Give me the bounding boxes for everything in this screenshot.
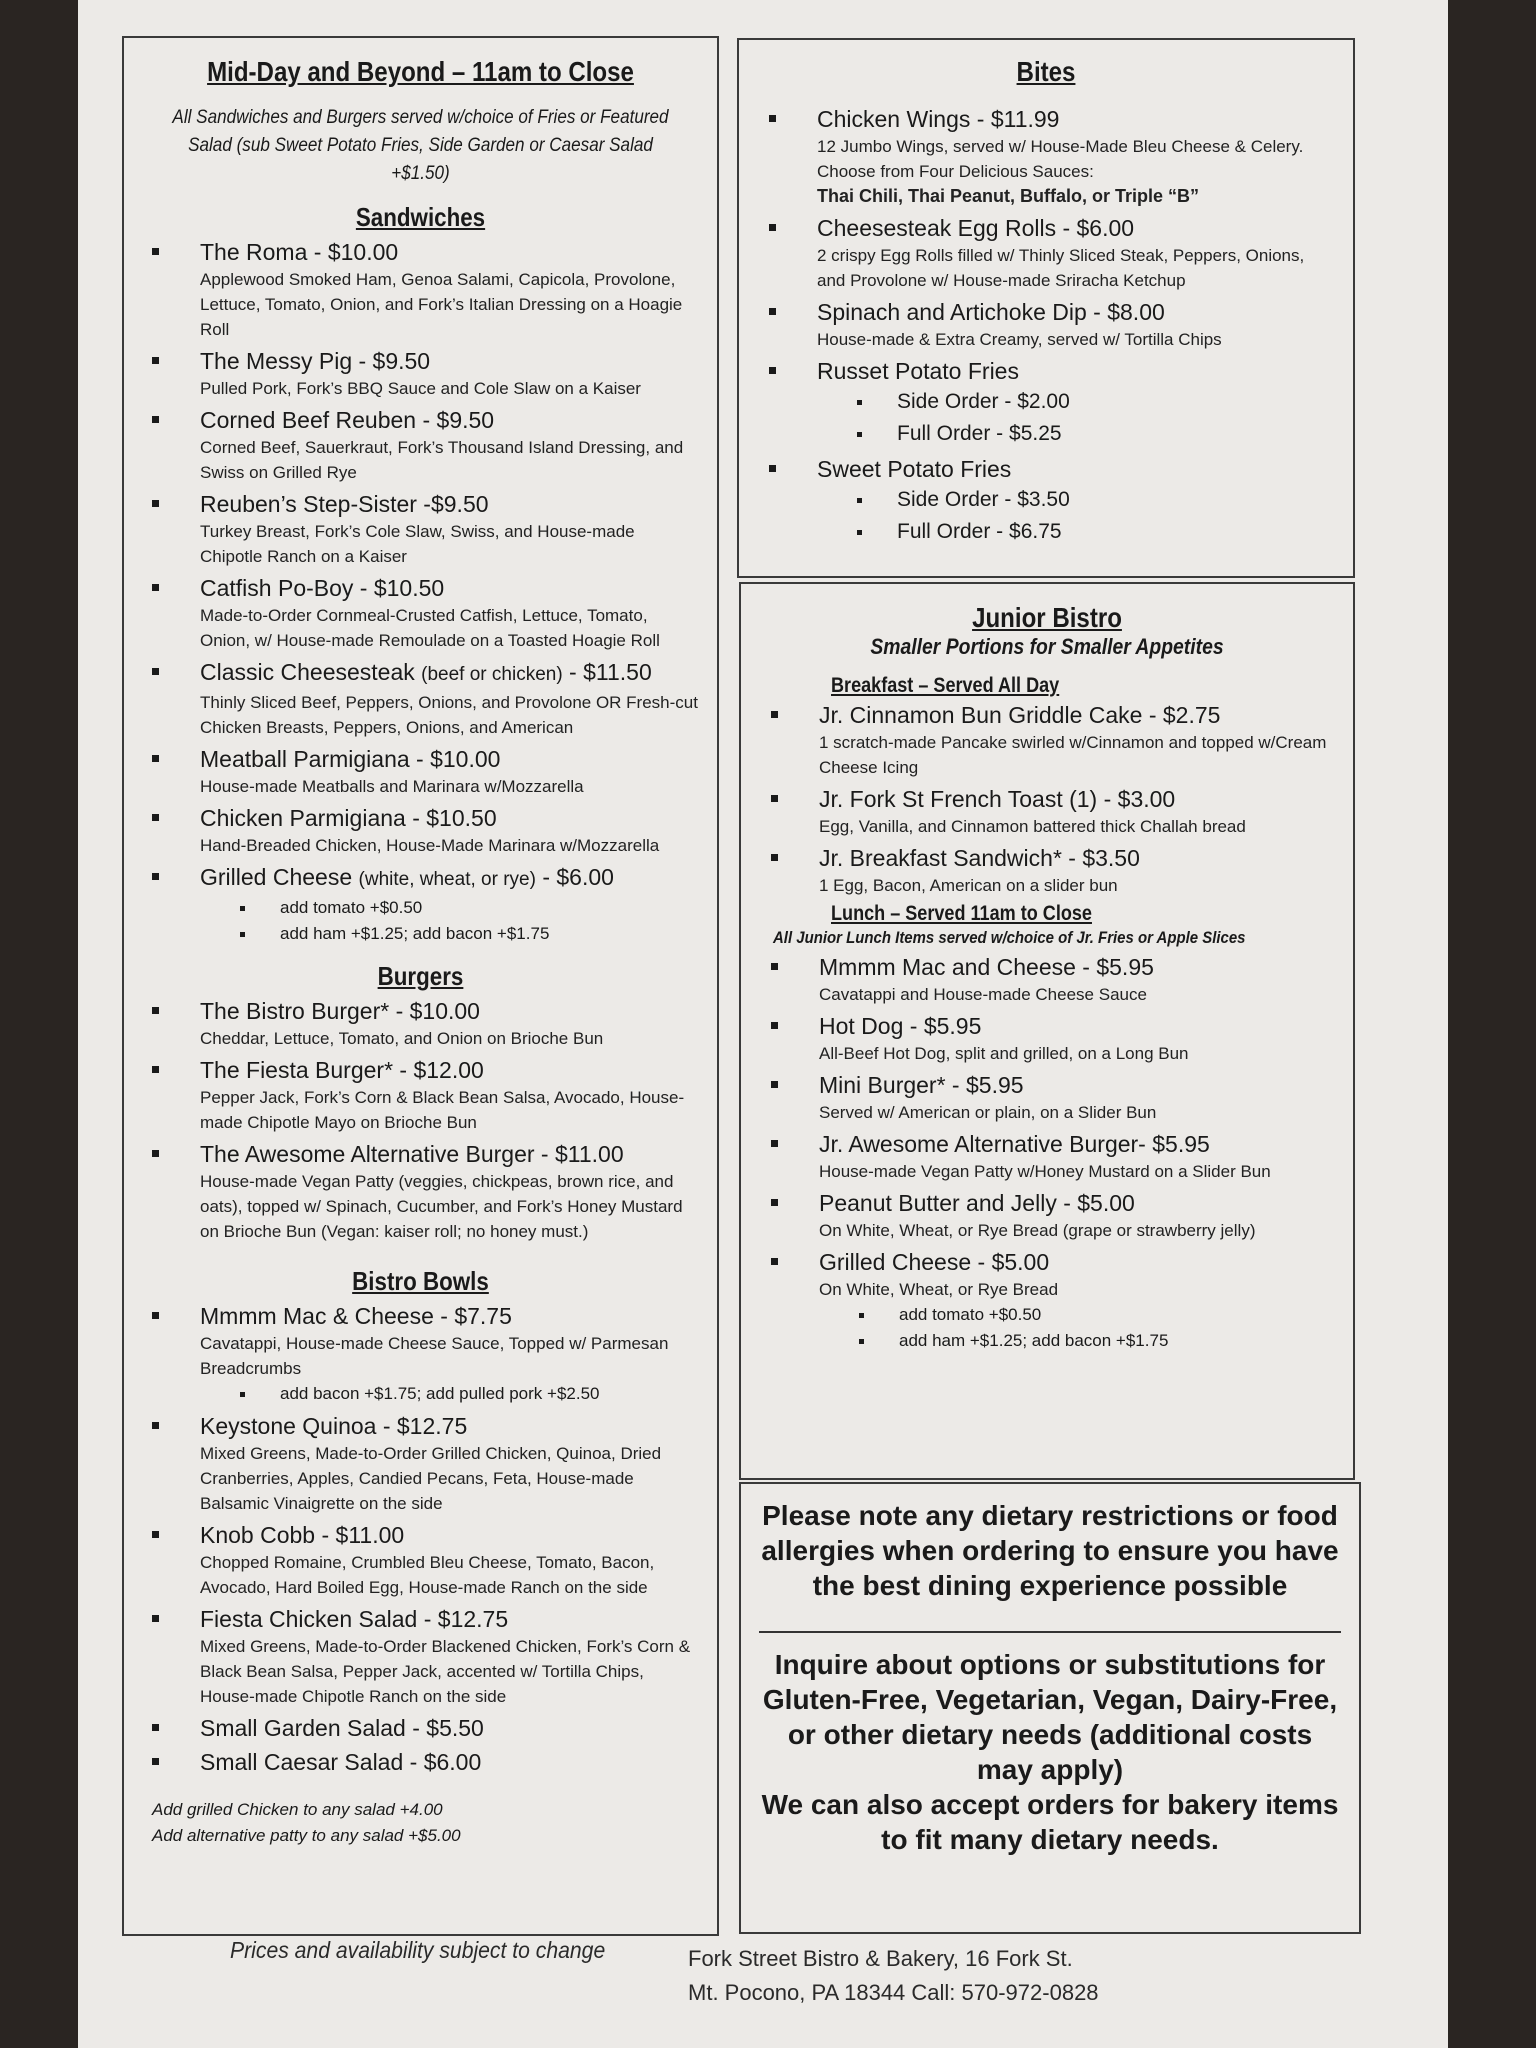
menu-item	[142, 1747, 699, 1777]
menu-item	[142, 346, 699, 401]
item-name: The Roma - $10.00	[200, 239, 399, 265]
item-name-main: Grilled Cheese	[200, 864, 353, 890]
item-desc: Chopped Romaine, Crumbled Bleu Cheese, Tomato, Bacon, Avocado, Hard Boiled Egg, House-made Ranch on the side	[200, 1553, 655, 1597]
item-name: The Messy Pig - $9.50	[200, 348, 431, 374]
menu-item	[761, 784, 1333, 839]
menu-item	[142, 489, 699, 569]
bowl-list	[142, 1301, 699, 1777]
menu-item	[142, 405, 699, 485]
addon-list	[200, 895, 699, 947]
menu-item	[142, 744, 699, 799]
item-name: Jr. Awesome Alternative Burger- $5.95	[819, 1131, 1210, 1157]
menu-item	[142, 862, 699, 947]
bites-list	[759, 104, 1333, 548]
item-name: Keystone Quinoa - $12.75	[200, 1413, 468, 1439]
menu-item	[142, 1604, 699, 1709]
addon-item: add tomato +$0.50	[899, 1302, 1333, 1328]
addon-item: add ham +$1.25; add bacon +$1.75	[280, 921, 699, 947]
item-name: Mmmm Mac & Cheese - $7.75	[200, 1303, 512, 1329]
item-price: - $11.50	[562, 659, 652, 685]
item-desc: Pulled Pork, Fork’s BBQ Sauce and Cole Slaw on a Kaiser	[200, 379, 641, 398]
item-desc: Cavatappi and House-made Cheese Sauce	[819, 985, 1147, 1004]
addon-list	[200, 1381, 699, 1407]
addon-item: add bacon +$1.75; add pulled pork +$2.50	[280, 1381, 699, 1407]
menu-item	[142, 996, 699, 1051]
item-desc: Pepper Jack, Fork’s Corn & Black Bean Salsa, Avocado, House-made Chipotle Mayo on Brioche Bun	[200, 1088, 685, 1132]
item-desc: 1 scratch-made Pancake swirled w/Cinnamon and topped w/Cream Cheese Icing	[819, 733, 1327, 777]
item-name: The Awesome Alternative Burger - $11.00	[200, 1141, 624, 1167]
breakfast-heading: Breakfast – Served All Day	[831, 674, 1060, 697]
menu-item	[142, 1055, 699, 1135]
item-desc: Cheddar, Lettuce, Tomato, and Onion on Brioche Bun	[200, 1029, 604, 1048]
item-desc: 2 crispy Egg Rolls filled w/ Thinly Sliced Steak, Peppers, Onions, and Provolone w/ House-made Sriracha Ketchup	[817, 246, 1305, 290]
price-disclaimer: Prices and availability subject to change	[230, 1937, 606, 1963]
menu-item	[759, 356, 1333, 450]
breakfast-list	[761, 700, 1333, 898]
size-option: Full Order - $6.75	[897, 516, 1333, 548]
item-desc: House-made & Extra Creamy, served w/ Tortilla Chips	[817, 330, 1222, 349]
dietary-notice	[739, 1482, 1361, 1934]
item-name: Small Garden Salad - $5.50	[200, 1715, 484, 1741]
bites-title: Bites	[1016, 56, 1076, 87]
menu-item	[142, 1301, 699, 1407]
junior-subtitle: Smaller Portions for Smaller Appetites	[870, 634, 1224, 659]
menu-item	[761, 1011, 1333, 1066]
menu-item	[761, 700, 1333, 780]
item-desc: House-made Vegan Patty w/Honey Mustard on a Slider Bun	[819, 1162, 1271, 1181]
salad-notes	[142, 1797, 699, 1849]
address-line: Fork Street Bistro & Bakery, 16 Fork St.	[688, 1946, 1073, 1971]
item-desc: Egg, Vanilla, and Cinnamon battered thick Challah bread	[819, 817, 1246, 836]
midday-section	[122, 36, 719, 1936]
size-list	[817, 484, 1333, 548]
restaurant-contact	[688, 1942, 1099, 2010]
item-desc: Mixed Greens, Made-to-Order Grilled Chicken, Quinoa, Dried Cranberries, Apples, Candied Pecans, Feta, House-made Balsamic Vinaigrette on the side	[200, 1444, 662, 1513]
menu-item	[759, 213, 1333, 293]
item-desc: All-Beef Hot Dog, split and grilled, on a Long Bun	[819, 1044, 1189, 1063]
item-desc: Corned Beef, Sauerkraut, Fork’s Thousand Island Dressing, and Swiss on Grilled Rye	[200, 438, 684, 482]
item-desc: Mixed Greens, Made-to-Order Blackened Chicken, Fork’s Corn & Black Bean Salsa, Pepper Jack, accented w/ Tortilla Chips, House-made Chipotle Ranch on the side	[200, 1637, 691, 1706]
junior-section	[739, 582, 1355, 1480]
item-desc: Applewood Smoked Ham, Genoa Salami, Capicola, Provolone, Lettuce, Tomato, Onion, and Fork’s Italian Dressing on a Hoagie Roll	[200, 270, 683, 339]
size-option: Full Order - $5.25	[897, 418, 1333, 450]
item-name: Russet Potato Fries	[817, 358, 1019, 384]
menu-item	[761, 1188, 1333, 1243]
item-name: Cheesesteak Egg Rolls - $6.00	[817, 215, 1135, 241]
menu-item	[759, 297, 1333, 352]
size-option: Side Order - $2.00	[897, 386, 1333, 418]
item-name: Spinach and Artichoke Dip - $8.00	[817, 299, 1165, 325]
size-option: Side Order - $3.50	[897, 484, 1333, 516]
midday-title: Mid-Day and Beyond – 11am to Close	[207, 56, 634, 87]
item-name: Meatball Parmigiana - $10.00	[200, 746, 501, 772]
item-name: Small Caesar Salad - $6.00	[200, 1749, 482, 1775]
item-name: Reuben’s Step-Sister -$9.50	[200, 491, 489, 517]
burger-list	[142, 996, 699, 1244]
item-name: The Bistro Burger* - $10.00	[200, 998, 480, 1024]
lunch-heading: Lunch – Served 11am to Close	[831, 902, 1092, 925]
bites-section	[737, 38, 1355, 578]
menu-item	[142, 657, 699, 740]
item-price: - $6.00	[535, 864, 614, 890]
menu-item	[142, 1713, 699, 1743]
item-name: Jr. Cinnamon Bun Griddle Cake - $2.75	[819, 702, 1221, 728]
item-desc: Hand-Breaded Chicken, House-Made Marinara w/Mozzarella	[200, 836, 660, 855]
item-name: Knob Cobb - $11.00	[200, 1522, 405, 1548]
item-name	[200, 862, 699, 895]
lunch-intro: All Junior Lunch Items served w/choice of Jr. Fries or Apple Slices	[773, 928, 1246, 947]
size-list	[817, 386, 1333, 450]
bowls-heading: Bistro Bowls	[352, 1266, 489, 1296]
menu-item	[142, 1139, 699, 1244]
item-desc: 1 Egg, Bacon, American on a slider bun	[819, 876, 1118, 895]
allergy-notice: Please note any dietary restrictions or food allergies when ordering to ensure you have the best dining experience possible	[761, 1500, 1339, 1601]
salad-note: Add grilled Chicken to any salad +4.00	[152, 1800, 443, 1819]
address-line: Mt. Pocono, PA 18344 Call: 570-972-0828	[688, 1980, 1099, 2005]
menu-item	[142, 237, 699, 342]
item-desc: Made-to-Order Cornmeal-Crusted Catfish, Lettuce, Tomato, Onion, w/ House-made Remoulade on a Toasted Hoagie Roll	[200, 606, 660, 650]
menu-item	[761, 1247, 1333, 1354]
item-name: Corned Beef Reuben - $9.50	[200, 407, 495, 433]
sandwiches-heading: Sandwiches	[355, 202, 486, 232]
lunch-list	[761, 952, 1333, 1354]
item-name: Catfish Po-Boy - $10.50	[200, 575, 445, 601]
menu-item	[761, 952, 1333, 1007]
item-name: Mmmm Mac and Cheese - $5.95	[819, 954, 1154, 980]
menu-item	[761, 1070, 1333, 1125]
burgers-heading: Burgers	[377, 961, 464, 991]
midday-intro: All Sandwiches and Burgers served w/choice of Fries or Featured Salad (sub Sweet Potato Fries, Side Garden or Caesar Salad +$1.50)	[172, 107, 669, 184]
item-name: Hot Dog - $5.95	[819, 1013, 982, 1039]
item-name: Chicken Parmigiana - $10.50	[200, 805, 497, 831]
addon-item: add ham +$1.25; add bacon +$1.75	[899, 1328, 1333, 1354]
item-name-note: (beef or chicken)	[421, 664, 563, 685]
item-name: Fiesta Chicken Salad - $12.75	[200, 1606, 509, 1632]
menu-item	[761, 1129, 1333, 1184]
junior-title: Junior Bistro	[972, 602, 1122, 633]
item-desc: House-made Vegan Patty (veggies, chickpeas, brown rice, and oats), topped w/ Spinach, Cucumber, and Fork’s Honey Mustard on Brioche Bun (Vegan: kaiser roll; no honey must.)	[200, 1172, 683, 1241]
item-desc: Cavatappi, House-made Cheese Sauce, Topped w/ Parmesan Breadcrumbs	[200, 1334, 669, 1378]
item-desc: 12 Jumbo Wings, served w/ House-Made Bleu Cheese & Celery. Choose from Four Delicious Sauces:	[817, 137, 1304, 181]
menu-item	[761, 843, 1333, 898]
item-desc: Served w/ American or plain, on a Slider Bun	[819, 1103, 1157, 1122]
addon-list	[819, 1302, 1333, 1354]
item-name: Jr. Breakfast Sandwich* - $3.50	[819, 845, 1140, 871]
menu-item	[142, 573, 699, 653]
menu-item	[142, 803, 699, 858]
item-name-note: (white, wheat, or rye)	[358, 869, 536, 890]
bakery-notice: We can also accept orders for bakery items to fit many dietary needs.	[761, 1789, 1339, 1855]
item-name: Jr. Fork St French Toast (1) - $3.00	[819, 786, 1176, 812]
sauce-list: Thai Chili, Thai Peanut, Buffalo, or Triple “B”	[817, 186, 1200, 206]
item-desc: On White, Wheat, or Rye Bread (grape or strawberry jelly)	[819, 1221, 1256, 1240]
item-desc: Turkey Breast, Fork’s Cole Slaw, Swiss, and House-made Chipotle Ranch on a Kaiser	[200, 522, 635, 566]
item-desc: On White, Wheat, or Rye Bread	[819, 1280, 1059, 1299]
item-name: Sweet Potato Fries	[817, 456, 1012, 482]
item-desc: Thinly Sliced Beef, Peppers, Onions, and Provolone OR Fresh-cut Chicken Breasts, Peppers, Onions, and American	[200, 693, 698, 737]
addon-item: add tomato +$0.50	[280, 895, 699, 921]
item-name: The Fiesta Burger* - $12.00	[200, 1057, 484, 1083]
menu-item	[759, 454, 1333, 548]
item-name: Grilled Cheese - $5.00	[819, 1249, 1050, 1275]
menu-item	[759, 104, 1333, 209]
item-desc: House-made Meatballs and Marinara w/Mozzarella	[200, 777, 584, 796]
salad-note: Add alternative patty to any salad +$5.00	[152, 1826, 461, 1845]
item-name: Peanut Butter and Jelly - $5.00	[819, 1190, 1135, 1216]
divider	[759, 1631, 1341, 1633]
sandwich-list	[142, 237, 699, 947]
item-name	[200, 657, 699, 690]
item-name: Mini Burger* - $5.95	[819, 1072, 1024, 1098]
menu-item	[142, 1411, 699, 1516]
item-name-main: Classic Cheesesteak	[200, 659, 415, 685]
menu-item	[142, 1520, 699, 1600]
item-name: Chicken Wings - $11.99	[817, 106, 1060, 132]
substitution-notice: Inquire about options or substitutions for Gluten-Free, Vegetarian, Vegan, Dairy-Free, or other dietary needs (additional costs may apply)	[762, 1649, 1338, 1785]
